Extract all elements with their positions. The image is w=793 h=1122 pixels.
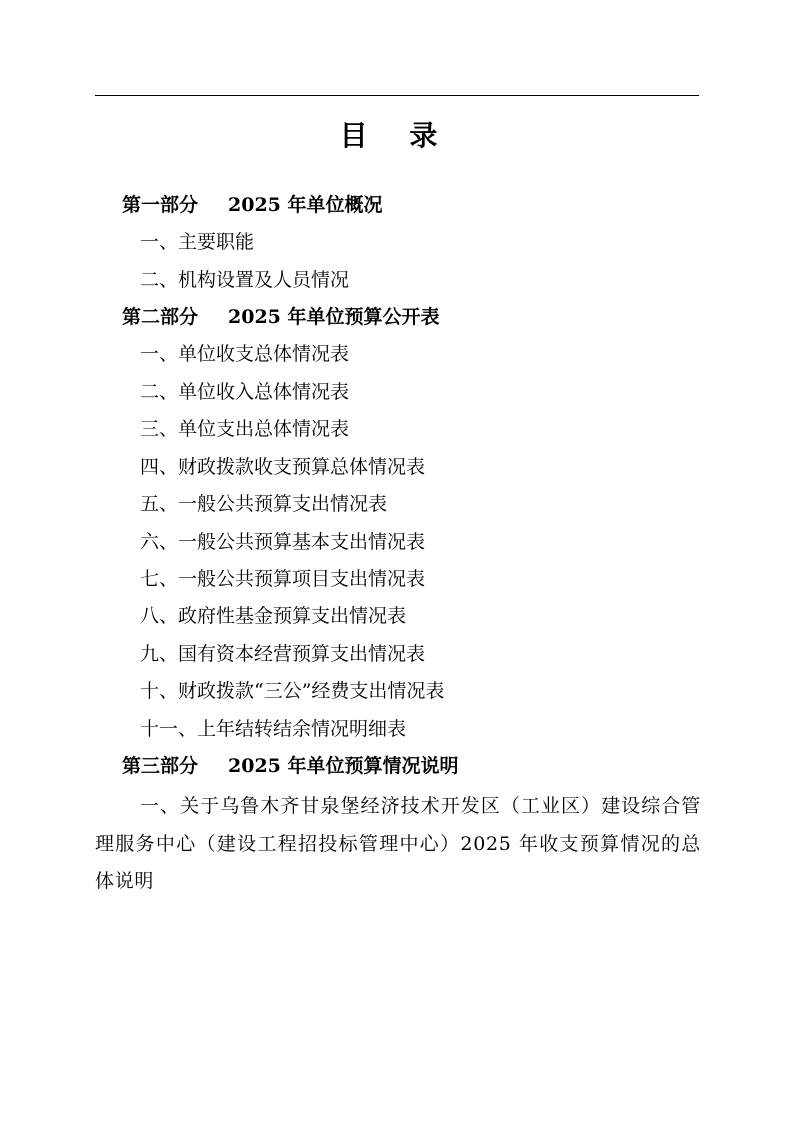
toc-entry[interactable]: 八、政府性基金预算支出情况表 xyxy=(140,605,407,627)
part-title: 2025 年单位预算公开表 xyxy=(228,306,440,328)
toc-entry[interactable]: 九、国有资本经营预算支出情况表 xyxy=(140,643,426,665)
toc-entry[interactable]: 一、主要职能 xyxy=(140,231,255,253)
header-rule xyxy=(95,95,699,96)
toc-entry[interactable]: 十一、上年结转结余情况明细表 xyxy=(140,718,407,740)
toc-entry[interactable]: 二、机构设置及人员情况 xyxy=(140,269,350,291)
page-title: 目 录 xyxy=(339,119,454,152)
toc-entry[interactable]: 一、单位收支总体情况表 xyxy=(140,343,350,365)
toc-part-heading[interactable] xyxy=(122,193,383,217)
toc-entry[interactable]: 二、单位收入总体情况表 xyxy=(140,381,350,403)
toc-entry[interactable]: 四、财政拨款收支预算总体情况表 xyxy=(140,456,426,478)
toc-part-heading[interactable] xyxy=(122,305,440,329)
toc-entry-paragraph[interactable]: 一、关于乌鲁木齐甘泉堡经济技术开发区（工业区）建设综合管理服务中心（建设工程招投标管理中心）2025 年收支预算情况的总体说明 xyxy=(95,795,701,892)
toc-entry[interactable]: 十、财政拨款“三公”经费支出情况表 xyxy=(140,680,445,702)
toc-part-heading[interactable] xyxy=(122,754,459,778)
part-number: 第二部分 xyxy=(122,306,199,328)
part-number: 第三部分 xyxy=(122,755,199,777)
part-title: 2025 年单位概况 xyxy=(228,194,383,216)
toc-entry[interactable]: 六、一般公共预算基本支出情况表 xyxy=(140,531,426,553)
toc-entry[interactable]: 三、单位支出总体情况表 xyxy=(140,418,350,440)
toc-entry[interactable]: 五、一般公共预算支出情况表 xyxy=(140,493,388,515)
part-title: 2025 年单位预算情况说明 xyxy=(228,755,459,777)
part-number: 第一部分 xyxy=(122,194,199,216)
toc-entry[interactable]: 七、一般公共预算项目支出情况表 xyxy=(140,568,426,590)
